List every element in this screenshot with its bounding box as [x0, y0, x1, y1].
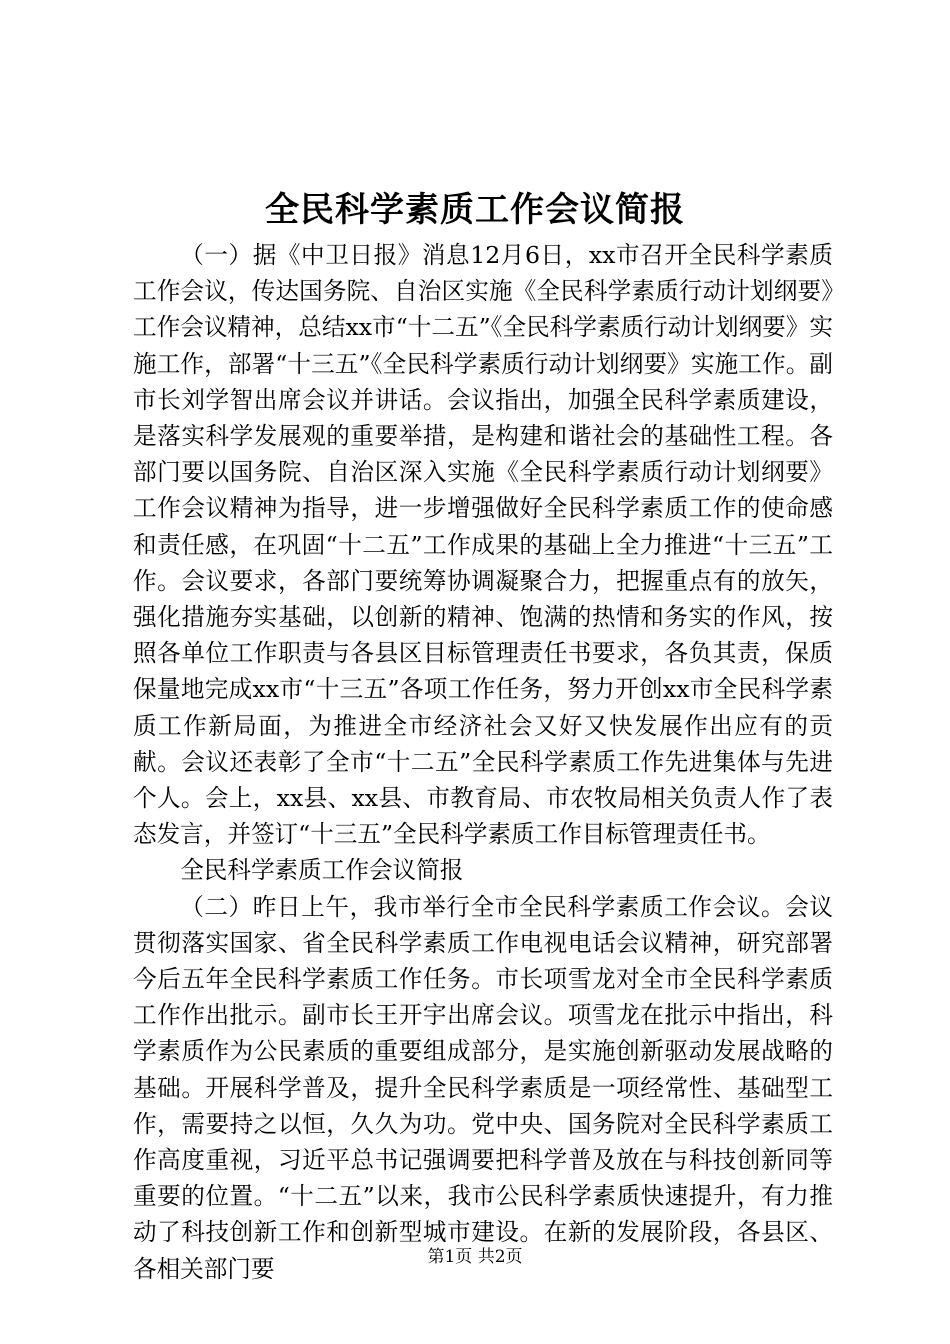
document-title: 全民科学素质工作会议简报 — [265, 190, 685, 230]
paragraph-one: （一）据《中卫日报》消息12月6日，xx市召开全民科学素质工作会议，传达国务院、自治区实施《全民科学素质行动计划纲要》工作会议精神，总结xx市“十二五”《全民科学素质行动计划纲要》实施工作，部署“十三五”《全民科学素质行动计划纲要》实施工作。副市长刘学智出席会议并讲话。会议指出，加强全民科学素质建设，是落实科学发展观的重要举措，是构建和谐社会的基础性工程。各部门要以国务院、自治区深入实施《全民科学素质行动计划纲要》工作会议精神为指导，进一步增强做好全民科学素质工作的使命感和责任感，在巩固“十二五”工作成果的基础上全力推进“十三五”工作。会议要求，各部门要统筹协调凝聚合力，把握重点有的放矢，强化措施夯实基础，以创新的精神、饱满的热情和务实的作风，按照各单位工作职责与各县区目标管理责任书要求，各负其责，保质保量地完成xx市“十三五”各项工作任务，努力开创xx市全民科学素质工作新局面，为推进全市经济社会又好又快发展作出应有的贡献。会议还表彰了全市“十二五”全民科学素质工作先进集体与先进个人。会上，xx县、xx县、市教育局、市农牧局相关负责人作了表态发言，并签订“十三五”全民科学素质工作目标管理责任书。 — [133, 241, 833, 849]
document-body — [133, 237, 833, 1287]
page-footer: 第1页 共2页 — [427, 1247, 523, 1267]
paragraph-two: （二）昨日上午，我市举行全市全民科学素质工作会议。会议贯彻落实国家、省全民科学素质工作电视电话会议精神，研究部署今后五年全民科学素质工作任务。市长项雪龙对全市全民科学素质工作作出批示。副市长王开宇出席会议。项雪龙在批示中指出，科学素质作为公民素质的重要组成部分，是实施创新驱动发展战略的基础。开展科学普及，提升全民科学素质是一项经常性、基础型工作，需要持之以恒，久久为功。党中央、国务院对全民科学素质工作高度重视，习近平总书记强调要把科学普及放在与科技创新同等重要的位置。“十二五”以来，我市公民科学素质快速提升，有力推动了科技创新工作和创新型城市建设。在新的发展阶段，各县区、各相关部门要 — [133, 892, 833, 1283]
section-subheading: 全民科学素质工作会议简报 — [180, 856, 464, 885]
